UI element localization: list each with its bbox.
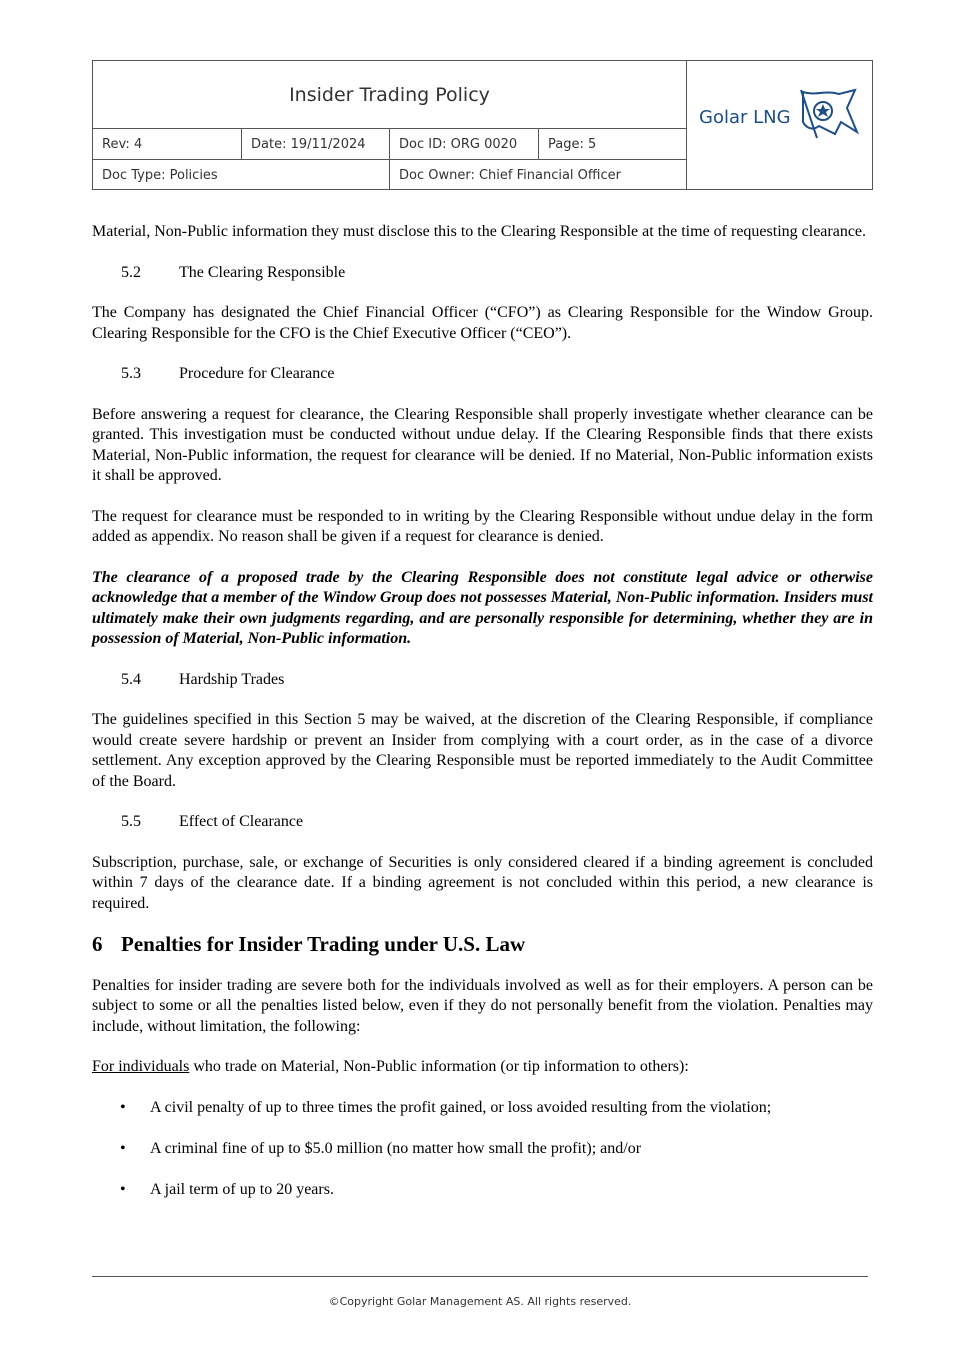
list-item-text: A jail term of up to 20 years. [150,1180,334,1198]
document-header-table [92,60,873,190]
flag-logo-icon [795,86,865,146]
header-doc-owner: Doc Owner: Chief Financial Officer [389,160,686,190]
logo-text: Golar LNG [699,107,791,128]
section-number: 5.4 [121,670,141,688]
section-number: 5.3 [121,365,141,382]
list-item [120,1139,873,1160]
document-title: Insider Trading Policy [93,61,687,129]
section-heading-5-2 [121,263,873,284]
list-item [120,1180,873,1201]
paragraph-5-3-emphasis: The clearance of a proposed trade by the Clearing Responsible does not constitute legal advice or otherwise acknowledge that a member of the Window Group does not possesses Material, Non-Public information. Insiders must ultimately make their own judgments regarding, and are personally responsible for determining, whether they are in possession of Material, Non-Public information. [92,568,873,647]
underlined-text: For individuals [92,1058,190,1075]
paragraph-5-4: The guidelines specified in this Section 5 may be waived, at the discretion of the Clearing Responsible, if compliance would create severe hardship or prevent an Insider from complying with a court order, as in the case of a divorce settlement. Any exception approved by the Clearing Responsible must be reported immediately to the Audit Committee of the Board. [92,711,873,790]
penalty-list [92,1098,873,1201]
section-title: The Clearing Responsible [179,263,346,281]
header-doc-id: Doc ID: ORG 0020 [389,129,538,159]
paragraph-intro: Material, Non-Public information they must disclose this to the Clearing Responsible at the time of requesting clearance. [92,223,867,240]
bullet-icon: • [120,1180,126,1198]
section-number: 5.2 [121,263,141,281]
section-title: Procedure for Clearance [179,365,335,382]
list-item-text: A criminal fine of up to $5.0 million (no matter how small the profit); and/or [150,1139,642,1157]
list-item-text: A civil penalty of up to three times the profit gained, or loss avoided resulting from the violation; [150,1098,772,1116]
paragraph-text: who trade on Material, Non-Public information (or tip information to others): [189,1058,689,1075]
bullet-icon: • [120,1098,126,1116]
header-doc-type: Doc Type: Policies [102,167,218,183]
section-title: Hardship Trades [179,670,285,688]
section-title: Penalties for Insider Trading under U.S. Law [121,932,526,956]
section-heading-5-3 [121,364,873,385]
header-date: Date: 19/11/2024 [241,129,389,159]
paragraph-5-2: The Company has designated the Chief Financial Officer (“CFO”) as Clearing Responsible for the Window Group. Clearing Responsible for the CFO is the Chief Executive Officer (“CEO”). [92,304,873,342]
list-item [120,1098,873,1119]
header-rev: Rev: 4 [102,136,143,152]
paragraph-6-individuals [92,1057,873,1078]
header-row-owner [93,160,687,190]
bullet-icon: • [120,1139,126,1157]
footer-copyright: ©Copyright Golar Management AS. All rights reserved. [328,1295,632,1308]
paragraph-5-3-a: Before answering a request for clearance, the Clearing Responsible shall properly investigate whether clearance can be granted. This investigation must be conducted without undue delay. If the Clearing Responsible finds that there exists Material, Non-Public information, the request for clearance will be denied. If no Material, Non-Public information exists it shall be approved. [92,405,873,484]
header-row-meta [93,129,687,160]
footer-divider [92,1276,868,1277]
section-heading-5-5 [121,812,873,833]
section-number: 6 [92,932,103,956]
paragraph-6: Penalties for insider trading are severe both for the individuals involved as well as for their employers. A person can be subject to some or all the penalties listed below, even if they do not personally benefit from the violation. Penalties may include, without limitation, the following: [92,976,873,1035]
section-number: 5.5 [121,813,141,830]
section-heading-5-4 [121,670,873,691]
section-heading-6 [92,934,873,955]
document-body [92,222,873,1221]
paragraph-5-3-b: The request for clearance must be responded to in writing by the Clearing Responsible without undue delay in the form added as appendix. No reason shall be given if a request for clearance is denied. [92,507,873,545]
section-title: Effect of Clearance [179,813,304,830]
paragraph-5-5: Subscription, purchase, sale, or exchange of Securities is only considered cleared if a binding agreement is concluded within 7 days of the clearance date. If a binding agreement is not concluded within this period, a new clearance is required. [92,853,873,912]
company-logo [687,61,872,189]
header-page: Page: 5 [538,129,686,159]
